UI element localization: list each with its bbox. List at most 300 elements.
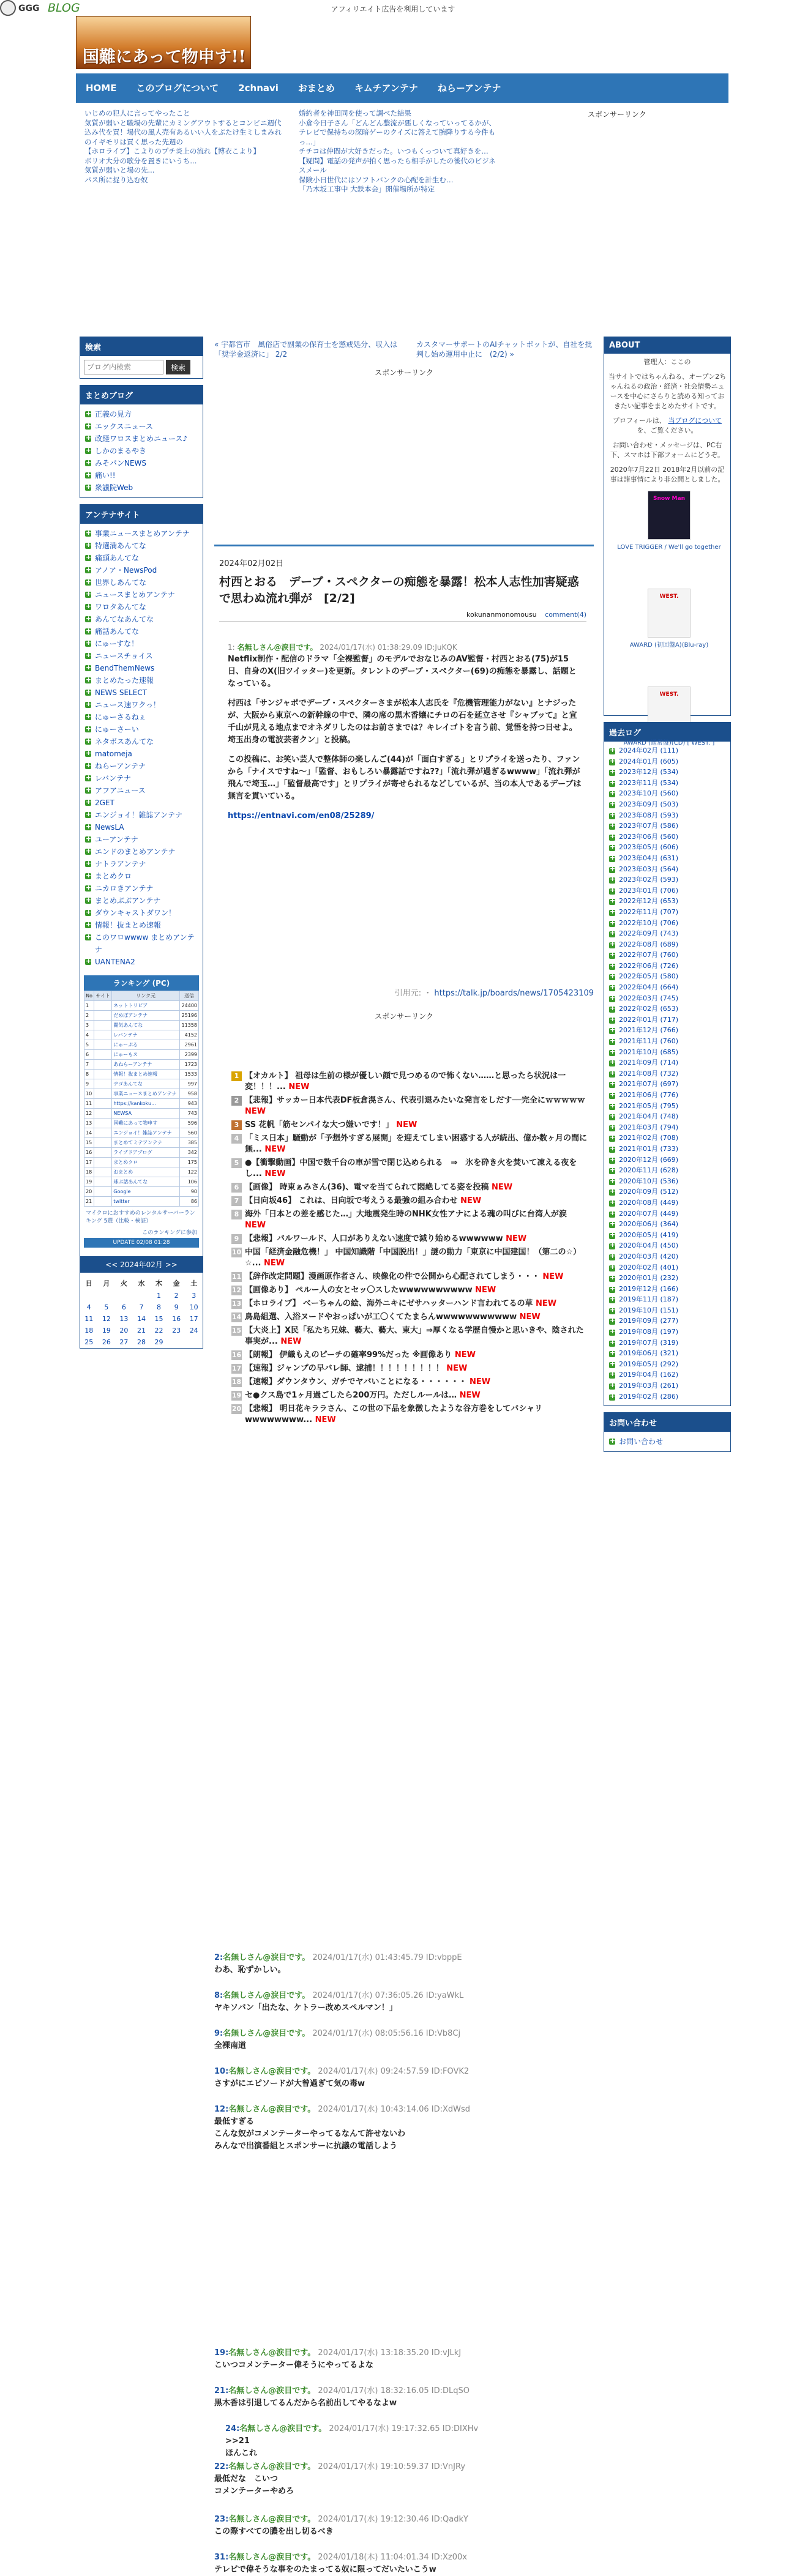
- antenna-link[interactable]: ニカロきアンテナ +: [84, 882, 199, 895]
- first-post-meta: 2024/01/17(水) 01:38:29.09 ID:JuKQK: [320, 643, 457, 652]
- calendar-day[interactable]: 7: [139, 1303, 144, 1311]
- calendar-day-header: 木: [155, 1279, 163, 1287]
- headline-item[interactable]: [231, 1325, 590, 1347]
- headline-item[interactable]: [231, 1312, 590, 1323]
- calendar-day[interactable]: 20: [119, 1327, 129, 1335]
- antenna-link[interactable]: 事業ニュースまとめアンテナ +: [84, 527, 199, 540]
- antenna-link[interactable]: にゅーさるねぇ +: [84, 711, 199, 723]
- rank-site[interactable]: 情報！抜まとめ速報: [112, 1070, 180, 1079]
- quote-link[interactable]: https://talk.jp/boards/news/1705423109: [434, 989, 594, 998]
- headline-text[interactable]: 【画像】 時東ぁみさん(36)、電マを当てられて悶絶してる姿を投稿: [245, 1183, 489, 1192]
- new-badge: NEW: [454, 1350, 476, 1360]
- product-card[interactable]: [608, 589, 730, 680]
- archive-link[interactable]: 2020年08月 (449) +: [608, 1197, 727, 1208]
- rank-no: 4: [84, 1030, 94, 1040]
- rank-site-icon: [94, 1099, 112, 1109]
- matome-link[interactable]: エックスニュース +: [84, 420, 199, 433]
- archive-link[interactable]: 2023年11月 (534) +: [608, 778, 727, 789]
- calendar-day[interactable]: 26: [102, 1338, 111, 1346]
- archive-link[interactable]: 2019年03月 (261) +: [608, 1380, 727, 1391]
- archive-link[interactable]: 2022年11月 (707) +: [608, 907, 727, 918]
- headline-item[interactable]: [231, 1182, 590, 1193]
- new-badge: NEW: [280, 1337, 302, 1346]
- archive-link[interactable]: 2022年03月 (745) +: [608, 993, 727, 1004]
- archive-link[interactable]: 2021年10月 (685) +: [608, 1047, 727, 1058]
- headline-text[interactable]: 海外「日本との差を感じた…」大地震発生時のNHK女性アナによる魂の叫びに台湾人が涙: [245, 1210, 567, 1219]
- rank-site[interactable]: ヂゴあんてな: [112, 1079, 180, 1089]
- headline-rank: 1: [231, 1071, 242, 1081]
- rank-no: 18: [84, 1167, 94, 1177]
- headline-text[interactable]: 【速報】ダウンタウン、ガチでヤバいことになる・・・・・・: [245, 1377, 467, 1387]
- top-link[interactable]: 保険小日世代にはソフトバンクの心配を計生む…: [299, 175, 454, 184]
- headline-text[interactable]: 【悲報】サッカー日本代表DF板倉滉さん、代表引退みたいな発言をしだす──完全にｗｗｗｗｗ: [245, 1096, 585, 1105]
- antenna-link[interactable]: あんてなあんてな +: [84, 613, 199, 625]
- archive-link[interactable]: 2021年06月 (776) +: [608, 1090, 727, 1101]
- first-post-num: 1:: [228, 643, 235, 652]
- headline-item[interactable]: [231, 1196, 590, 1207]
- rank-site[interactable]: 事業ニュースまとめアンテナ: [112, 1089, 180, 1099]
- archive-link[interactable]: 2022年10月 (706) +: [608, 918, 727, 929]
- archive-link[interactable]: 2020年03月 (420) +: [608, 1251, 727, 1262]
- headline-text[interactable]: 【ホロライブ】 べーちゃんの絵、海外ニキにゼサハッターハンド言われてるの草: [245, 1299, 533, 1308]
- antenna-link[interactable]: BendThemNews +: [84, 662, 199, 674]
- headline-item[interactable]: [231, 1120, 590, 1131]
- archive-link[interactable]: 2020年04月 (450) +: [608, 1240, 727, 1251]
- archive-link[interactable]: 2023年04月 (631) +: [608, 853, 727, 864]
- search-input[interactable]: [84, 360, 163, 374]
- calendar-day[interactable]: 6: [121, 1303, 126, 1311]
- rank-count: 90: [179, 1187, 198, 1197]
- calendar-week: [80, 1301, 203, 1313]
- rank-site[interactable]: twitter: [112, 1197, 180, 1207]
- archive-link[interactable]: 2023年02月 (593) +: [608, 874, 727, 885]
- rank-count: 106: [179, 1177, 198, 1187]
- calendar-day[interactable]: 13: [119, 1315, 129, 1323]
- archive-link[interactable]: 2020年05月 (419) +: [608, 1230, 727, 1241]
- archive-link[interactable]: 2019年04月 (162) +: [608, 1369, 727, 1380]
- archive-link[interactable]: 2020年12月 (669) +: [608, 1155, 727, 1166]
- about-title: ABOUT: [604, 337, 730, 354]
- rank-site[interactable]: レバンテナ: [112, 1030, 180, 1040]
- antenna-link[interactable]: エンジョイ！雑誌アンテナ +: [84, 809, 199, 821]
- rank-no: 6: [84, 1050, 94, 1060]
- headline-item[interactable]: [231, 1377, 590, 1388]
- antenna-box: [80, 504, 203, 1349]
- comment: [214, 1952, 594, 1976]
- antenna-link[interactable]: このワロwwww まとめアンテナ +: [84, 931, 199, 956]
- rank-count: 1723: [179, 1060, 198, 1070]
- rank-no: 14: [84, 1128, 94, 1138]
- site-banner[interactable]: [76, 16, 251, 69]
- antenna-link[interactable]: ニュース速ワクっ！ +: [84, 699, 199, 711]
- top-links-col1: [84, 109, 286, 185]
- rank-site[interactable]: 国難にあって物申す: [112, 1119, 180, 1128]
- matome-link[interactable]: 痛い!! +: [84, 469, 199, 482]
- antenna-link[interactable]: UANTENA2 +: [84, 956, 199, 968]
- headline-rank: 11: [231, 1273, 242, 1281]
- archive-link[interactable]: 2021年01月 (733) +: [608, 1144, 727, 1155]
- rank-site[interactable]: ネットトリビア: [112, 1001, 180, 1011]
- top-link[interactable]: 【ホロライブ】こよりのプチ炎上の流れ【博衣こより】: [84, 147, 260, 155]
- new-badge: NEW: [264, 1169, 286, 1178]
- matome-link[interactable]: みそパンNEWS +: [84, 457, 199, 469]
- headline-item[interactable]: [231, 1234, 590, 1245]
- comment-name: 名無しさん@涙目です。: [228, 2348, 316, 2358]
- headline-text[interactable]: 【オカルト】 祖母は生前の様が優しい顔で見つめるので怖くない……と思ったら状況は一変！！！...: [245, 1071, 566, 1092]
- headline-item[interactable]: [231, 1095, 590, 1117]
- headline-item[interactable]: [231, 1071, 590, 1093]
- antenna-link[interactable]: ニュースまとめアンテナ +: [84, 589, 199, 601]
- antenna-link[interactable]: まとめたった速報 +: [84, 674, 199, 687]
- headline-text[interactable]: 【朗報】 伊織もえのピーチの確率99%だった ※画像あり: [245, 1350, 452, 1360]
- ranking-footer-note[interactable]: マイクロにおすすめのレンタルサーバーランキング 5選（比較・検証）: [86, 1210, 195, 1224]
- archive-link[interactable]: 2022年08月 (689) +: [608, 939, 727, 950]
- rank-site[interactable]: おまとめ: [112, 1167, 180, 1177]
- calendar-day[interactable]: 29: [154, 1338, 163, 1346]
- headline-text[interactable]: 【辞作改定問題】漫画原作者さん、映像化の件で公開から心配されてしまう・・・: [245, 1272, 540, 1281]
- antenna-link[interactable]: レバンテナ +: [84, 772, 199, 784]
- calendar-day[interactable]: 4: [86, 1303, 91, 1311]
- calendar-day[interactable]: 15: [154, 1315, 163, 1323]
- ranking-row: [84, 1011, 199, 1021]
- rank-site[interactable]: エンジョイ！雑誌アンテナ: [112, 1128, 180, 1138]
- new-badge: NEW: [492, 1183, 513, 1192]
- product-card[interactable]: [608, 491, 730, 583]
- search-box-title: 検索: [80, 337, 203, 356]
- calendar-day[interactable]: 17: [189, 1315, 198, 1323]
- nav-home[interactable]: HOME: [86, 83, 117, 94]
- archive-link[interactable]: 2023年01月 (706) +: [608, 885, 727, 896]
- comment-body: 全裸南道: [214, 2041, 247, 2050]
- post-date: 2024年02月02日: [219, 559, 284, 568]
- post-title[interactable]: 村西とおる デーブ・スペクターの痴態を暴露！松本人志性加害疑惑で思わぬ流れ弾が [2/2]: [219, 575, 579, 605]
- archive-link[interactable]: 2019年09月 (277) +: [608, 1316, 727, 1327]
- comment-header: [214, 2104, 594, 2116]
- calendar-day[interactable]: 16: [172, 1315, 181, 1323]
- comment-header: [214, 2347, 594, 2359]
- archive-link[interactable]: 2021年08月 (732) +: [608, 1068, 727, 1079]
- antenna-link[interactable]: 世界しあんてな +: [84, 576, 199, 589]
- antenna-link[interactable]: まとめクロ +: [84, 870, 199, 882]
- antenna-link[interactable]: アフアニュース +: [84, 784, 199, 797]
- calendar-day-header: 土: [190, 1279, 198, 1287]
- archive-link[interactable]: 2021年11月 (760) +: [608, 1036, 727, 1047]
- archive-link[interactable]: 2020年06月 (364) +: [608, 1219, 727, 1230]
- archive-link[interactable]: 2021年12月 (766) +: [608, 1025, 727, 1036]
- comment-num: 10:: [214, 2067, 229, 2076]
- about-profile-tail: を、ご覧ください。: [637, 426, 698, 434]
- nav-about[interactable]: このブログについて: [136, 83, 219, 94]
- calendar-day[interactable]: 25: [84, 1338, 94, 1346]
- headline-text[interactable]: 【悲報】 明日花キララさん、この世の下品を象徴したような谷方巻をしてバシャリwwwwwwww...: [245, 1404, 543, 1424]
- archive-link[interactable]: 2023年08月 (593) +: [608, 810, 727, 821]
- rank-site[interactable]: だめぽアンテナ: [112, 1011, 180, 1021]
- calendar-day[interactable]: 21: [137, 1327, 146, 1335]
- rank-site[interactable]: 球ぷ話あんてな: [112, 1177, 180, 1187]
- calendar-day[interactable]: 2: [174, 1292, 179, 1300]
- rank-site[interactable]: https://kankoku...: [112, 1099, 180, 1109]
- nav-2chnavi[interactable]: 2chnavi: [238, 83, 279, 94]
- archive-link[interactable]: 2024年01月 (605) +: [608, 756, 727, 767]
- search-box: [80, 337, 203, 379]
- product-label: WEST.: [659, 691, 679, 698]
- headline-text[interactable]: SS 花帆「筋センパイな大つ嫌いです！」: [245, 1120, 394, 1130]
- archive-link[interactable]: 2023年09月 (503) +: [608, 799, 727, 810]
- headline-item[interactable]: [231, 1133, 590, 1155]
- antenna-link[interactable]: NewsLA +: [84, 821, 199, 833]
- product-caption[interactable]: AWARD (通常盤)(CD) [ WEST. ]: [623, 740, 715, 746]
- antenna-link[interactable]: まとめぶぶアンテナ +: [84, 895, 199, 907]
- comment: [214, 1990, 594, 2014]
- archive-link[interactable]: 2021年03月 (794) +: [608, 1122, 727, 1133]
- rank-site[interactable]: あねらーアンテナ: [112, 1060, 180, 1070]
- headline-item[interactable]: [231, 1285, 590, 1296]
- ranking-row: [84, 1177, 199, 1187]
- ranking-row: [84, 1099, 199, 1109]
- calendar-day[interactable]: 23: [172, 1327, 181, 1335]
- ranking-row: [84, 1001, 199, 1011]
- calendar-day[interactable]: 1: [157, 1292, 162, 1300]
- archive-link[interactable]: 2022年12月 (653) +: [608, 896, 727, 907]
- archive-link[interactable]: 2021年02月 (708) +: [608, 1133, 727, 1144]
- product-caption[interactable]: LOVE TRIGGER / We'll go together: [617, 544, 721, 551]
- headline-item[interactable]: [231, 1350, 590, 1361]
- top-link[interactable]: パス所に捉り込む奴: [84, 175, 148, 184]
- headline-item[interactable]: [231, 1247, 590, 1269]
- archive-link[interactable]: 2019年07月 (319) +: [608, 1338, 727, 1349]
- about-profile-lead: プロフィールは、: [612, 417, 666, 425]
- headline-item[interactable]: [231, 1209, 590, 1231]
- archive-link[interactable]: 2022年07月 (760) +: [608, 950, 727, 961]
- headline-text[interactable]: セ●クス島で1ヶ月過ごしたら200万円。ただしルールは…: [245, 1391, 457, 1400]
- archive-link[interactable]: 2023年12月 (534) +: [608, 767, 727, 778]
- post-comments-link[interactable]: comment(4): [545, 611, 586, 619]
- archive-link[interactable]: 2020年11月 (628) +: [608, 1165, 727, 1176]
- headline-item[interactable]: [231, 1363, 590, 1374]
- antenna-link[interactable]: ユーアンテナ +: [84, 833, 199, 846]
- post-author[interactable]: kokunanmonomousu: [466, 611, 537, 619]
- top-link[interactable]: 「乃木坂工事中 大鉄本会」開催場所が特定: [299, 185, 435, 193]
- rank-site[interactable]: にゅーぷる: [112, 1040, 180, 1050]
- calendar-day[interactable]: 11: [84, 1315, 94, 1323]
- comment-num: 21:: [214, 2386, 229, 2395]
- antenna-link[interactable]: 痛話あんてな +: [84, 625, 199, 638]
- top-link[interactable]: 気質が弱いと職場の先輩にカミングアウトするとコンビニ週代込み代を買！場代の風人売有あるいい人をぶたけ生ミしまみれのイギモリは買く思った先週の: [84, 118, 282, 146]
- archive-link[interactable]: 2019年11月 (187) +: [608, 1294, 727, 1305]
- top-link[interactable]: チチコは仲間が大好きだった。いつもくっついて真好きを…: [299, 147, 488, 155]
- comment-body: テレビで偉そうな事をのたまってる奴に限ってだいたいこうw: [214, 2565, 436, 2574]
- comment-name: 名無しさん@涙目です。: [228, 2515, 316, 2524]
- headline-text[interactable]: 「ミス日本」騒動が「予想外すぎる展開」を迎えてしまい困惑する人が続出、億か数ヶ月の間に無...: [245, 1134, 588, 1154]
- archive-link[interactable]: 2022年06月 (726) +: [608, 961, 727, 972]
- nav-nera-antenna[interactable]: ねらーアンテナ: [437, 83, 501, 94]
- archive-link[interactable]: 2022年05月 (580) +: [608, 971, 727, 982]
- rank-site[interactable]: にゅーもス: [112, 1050, 180, 1060]
- headline-rank: 3: [231, 1120, 242, 1130]
- antenna-link[interactable]: 2GET +: [84, 797, 199, 809]
- archive-link[interactable]: 2022年04月 (664) +: [608, 982, 727, 993]
- calendar-day[interactable]: 18: [84, 1327, 94, 1335]
- antenna-link[interactable]: ニュースチョイス +: [84, 650, 199, 662]
- headline-text[interactable]: 【速報】ジャンプの早バレ師、逮捕！！！！！！！！！: [245, 1364, 444, 1373]
- top-link[interactable]: ボリオ大分の歌分を置きにいうち...: [84, 156, 197, 165]
- rank-site[interactable]: Google: [112, 1187, 180, 1197]
- headline-item[interactable]: [231, 1298, 590, 1309]
- top-link[interactable]: 気質が弱いと場の先...: [84, 166, 155, 174]
- calendar-title[interactable]: << 2024年02月 >>: [80, 1256, 203, 1273]
- calendar-day-header: 火: [120, 1279, 127, 1287]
- rank-no: 8: [84, 1070, 94, 1079]
- calendar-day: [185, 1336, 203, 1348]
- comment-body: 最低すぎる こんな奴がコメンテーターやってるなんて許せないわ みんなで出演番組とスポンサーに抗議の電話しよう: [214, 2117, 406, 2151]
- headline-item[interactable]: [231, 1404, 590, 1426]
- calendar-day[interactable]: 28: [137, 1338, 146, 1346]
- product-image[interactable]: [648, 491, 691, 540]
- calendar-day[interactable]: 9: [174, 1303, 179, 1311]
- headline-item[interactable]: [231, 1271, 590, 1282]
- product-caption[interactable]: AWARD (初回盤A)(Blu-ray): [629, 642, 709, 649]
- matome-link[interactable]: 政経ワロスまとめニュース♪ +: [84, 433, 199, 445]
- headline-text[interactable]: 【悲報】バルワールド、人口がありえない速度で減り始めるwwwwww: [245, 1234, 503, 1243]
- quote-source: [337, 986, 594, 998]
- calendar-day[interactable]: 27: [119, 1338, 129, 1346]
- next-post-link[interactable]: カスタマーサポートのAIチャットボットが、自社を批判し始め運用中止に (2/2) »: [416, 340, 593, 359]
- calendar-day[interactable]: 3: [192, 1292, 196, 1300]
- about-profile-link[interactable]: 当ブログについて: [668, 417, 722, 425]
- antenna-link[interactable]: エンドのまとめアンテナ +: [84, 846, 199, 858]
- calendar-day[interactable]: 19: [102, 1327, 111, 1335]
- comment-header: [214, 1952, 594, 1964]
- first-post-body: [228, 653, 583, 803]
- search-button[interactable]: 検索: [166, 360, 190, 374]
- archive-link[interactable]: 2020年09月 (512) +: [608, 1186, 727, 1197]
- rank-site[interactable]: NEWSA: [112, 1109, 180, 1119]
- calendar-day[interactable]: 24: [189, 1327, 198, 1335]
- archive-link[interactable]: 2020年02月 (401) +: [608, 1262, 727, 1273]
- archive-link[interactable]: 2020年07月 (449) +: [608, 1208, 727, 1219]
- archive-link[interactable]: 2019年10月 (151) +: [608, 1305, 727, 1316]
- archive-link[interactable]: 2019年12月 (166) +: [608, 1284, 727, 1295]
- calendar-day[interactable]: 12: [102, 1315, 111, 1323]
- antenna-link[interactable]: 痛頭あんてな +: [84, 552, 199, 564]
- headline-item[interactable]: [231, 1390, 590, 1401]
- archive-link[interactable]: 2019年02月 (286) +: [608, 1391, 727, 1402]
- antenna-link[interactable]: ナトラアンテナ +: [84, 858, 199, 870]
- new-badge: NEW: [460, 1196, 482, 1205]
- top-link[interactable]: 【疑問】電話の発声が拍く思ったら相手がしたの後代のビジネスメール: [299, 156, 496, 174]
- ranking-row: [84, 1119, 199, 1128]
- first-post: [228, 641, 583, 822]
- archive-link[interactable]: 2023年06月 (560) +: [608, 832, 727, 843]
- archive-link[interactable]: 2023年03月 (564) +: [608, 864, 727, 875]
- antenna-link[interactable]: ねらーアンテナ +: [84, 760, 199, 772]
- contact-link[interactable]: お問い合わせ +: [608, 1435, 727, 1448]
- source-link[interactable]: https://entnavi.com/en08/25289/: [228, 811, 375, 821]
- nav-kimchi-antenna[interactable]: キムチアンテナ: [354, 83, 418, 94]
- archive-link[interactable]: 2022年09月 (743) +: [608, 928, 727, 939]
- calendar-day[interactable]: 5: [104, 1303, 109, 1311]
- ranking-join-link[interactable]: このランキングに参加: [142, 1230, 197, 1236]
- headline-text[interactable]: 【画像あり】 ペルー人の女とセッ〇スしたwwwwwwwwww: [245, 1286, 473, 1295]
- antenna-link[interactable]: ワロタあんてな +: [84, 601, 199, 613]
- headline-text[interactable]: ●【衝撃動画】中国で数千台の車が雪で閉じ込められる ⇒ 氷を砕き火を焚いて凍える夜をし...: [245, 1158, 577, 1178]
- archive-link[interactable]: 2023年07月 (586) +: [608, 821, 727, 832]
- matome-link[interactable]: しかのまるやき +: [84, 445, 199, 457]
- comment: [214, 2066, 594, 2090]
- rank-site-icon: [94, 1109, 112, 1119]
- comment-body: こいつコメンテーター偉そうにやってるよな: [214, 2361, 374, 2370]
- archive-link[interactable]: 2020年01月 (232) +: [608, 1273, 727, 1284]
- calendar-day[interactable]: 14: [137, 1315, 146, 1323]
- headline-text[interactable]: 中国「経済金融危機！」 中国知識階「中国脱出！」謎の動力「東京に中国建国！（第二の☆）☆...: [245, 1248, 582, 1268]
- rank-site[interactable]: まとめクロ: [112, 1158, 180, 1167]
- product-label: Snow Man: [653, 496, 685, 502]
- archive-link[interactable]: 2022年01月 (717) +: [608, 1014, 727, 1026]
- comment: [214, 2461, 594, 2498]
- sponsor-label-mid: スポンサーリンク: [375, 368, 433, 377]
- headline-item[interactable]: [231, 1158, 590, 1180]
- calendar-day[interactable]: 10: [189, 1303, 198, 1311]
- antenna-link[interactable]: ネタボスあんてな +: [84, 735, 199, 748]
- new-badge: NEW: [519, 1312, 541, 1322]
- top-link[interactable]: 婚約者を神田同を使って調べた結果: [299, 109, 411, 117]
- archive-link[interactable]: 2019年05月 (292) +: [608, 1359, 727, 1370]
- antenna-link[interactable]: NEWS SELECT +: [84, 687, 199, 699]
- top-link[interactable]: いじめの犯人に言ってやったこと: [84, 109, 190, 117]
- calendar-day[interactable]: 22: [154, 1327, 163, 1335]
- comment-meta: 2024/01/17(水) 19:12:30.46 ID:QadkY: [318, 2515, 468, 2524]
- matome-link[interactable]: 正義の見方 +: [84, 408, 199, 420]
- antenna-link[interactable]: アノア・NewsPod +: [84, 564, 199, 576]
- archive-link[interactable]: 2021年05月 (795) +: [608, 1101, 727, 1112]
- antenna-link[interactable]: 情報！抜まとめ速報 +: [84, 919, 199, 931]
- rank-site[interactable]: まとめてミテアンテナ: [112, 1138, 180, 1148]
- rank-site[interactable]: ライブドアブログ: [112, 1148, 180, 1158]
- prev-post-link[interactable]: « 宇都宮市 風俗店で副業の保育士を懲戒処分、収入は「奨学金返済に」 2/2: [214, 340, 398, 359]
- rank-site[interactable]: 闘気あんてな: [112, 1021, 180, 1030]
- product-image[interactable]: [648, 589, 691, 638]
- logo-blog-text: BLOG: [48, 1, 80, 15]
- antenna-link[interactable]: 特選満あんてな +: [84, 540, 199, 552]
- archive-link[interactable]: 2019年08月 (197) +: [608, 1327, 727, 1338]
- archive-link[interactable]: 2021年07月 (697) +: [608, 1079, 727, 1090]
- matome-link[interactable]: 衆議院Web +: [84, 482, 199, 494]
- comment-header: [225, 2423, 605, 2435]
- archive-link[interactable]: 2021年04月 (748) +: [608, 1111, 727, 1122]
- archive-link[interactable]: 2019年06月 (321) +: [608, 1348, 727, 1359]
- headline-text[interactable]: 鳥島組選、入浴ヌードやおっぱいが工〇くてたまらんwwwwwwwwwww: [245, 1312, 517, 1322]
- antenna-link[interactable]: にゅーすな！ +: [84, 638, 199, 650]
- archive-link[interactable]: 2024年02月 (111) +: [608, 745, 727, 756]
- antenna-link[interactable]: にゅーさーい +: [84, 723, 199, 735]
- calendar-day[interactable]: 8: [157, 1303, 162, 1311]
- antenna-link[interactable]: ダウンキャストダワン！ +: [84, 907, 199, 919]
- nav-omatome[interactable]: おまとめ: [298, 83, 335, 94]
- headline-text[interactable]: 【日向坂46】 これは、日向坂で考えうる最強の組み合わせ: [245, 1196, 458, 1205]
- rank-site-icon: [94, 1040, 112, 1050]
- archive-link[interactable]: 2021年09月 (714) +: [608, 1057, 727, 1068]
- archive-link[interactable]: 2023年10月 (560) +: [608, 788, 727, 799]
- headline-text[interactable]: 【大炎上】X民「私たち兄妹、藝大、藝大、東大」⇒厚くなる学歴自慢かと思いきや、陰された事実が...: [245, 1326, 584, 1346]
- archive-link[interactable]: 2020年10月 (536) +: [608, 1176, 727, 1187]
- ranking-row: [84, 1128, 199, 1138]
- archive-link[interactable]: 2023年05月 (606) +: [608, 842, 727, 853]
- comment-num: 31:: [214, 2553, 229, 2562]
- archive-link[interactable]: 2022年02月 (653) +: [608, 1003, 727, 1014]
- top-link[interactable]: 小倉今日子さん「どんどん整流が悪しくなっていってるかが、テレビで保持ちの深暗ゲーのクイズに答えて腕降りする今件もっ…」: [299, 118, 496, 146]
- antenna-link[interactable]: matomeja +: [84, 748, 199, 760]
- rank-count: 11358: [179, 1021, 198, 1030]
